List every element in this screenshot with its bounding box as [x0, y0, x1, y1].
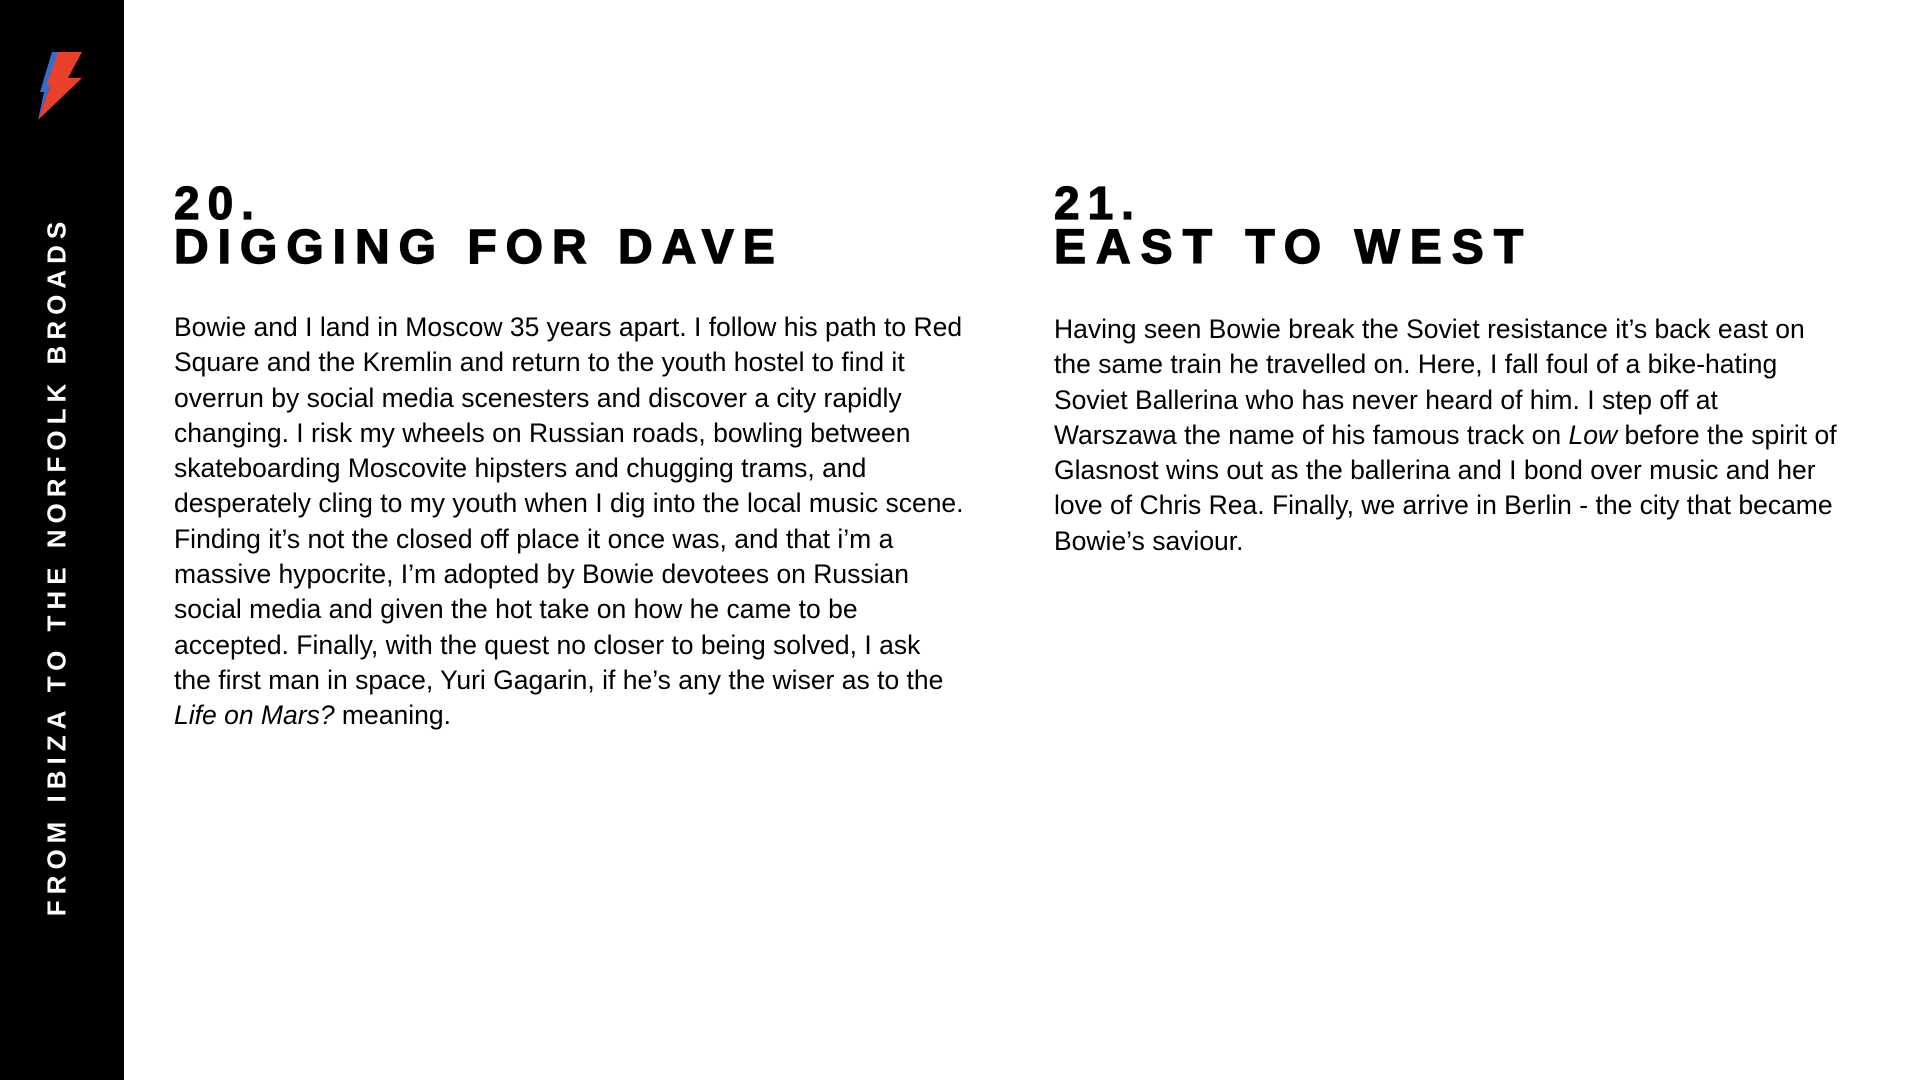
sidebar: [0, 0, 124, 1080]
body-text-italic: Life on Mars?: [174, 700, 335, 731]
chapter-body: [1054, 312, 1844, 559]
chapter-number: 20.: [174, 177, 262, 229]
chapter-title: EAST TO WEST: [1054, 221, 1534, 274]
lightning-bolt-icon: [32, 48, 84, 122]
chapter-body: [174, 310, 964, 734]
body-text-main: Bowie and I land in Moscow 35 years apart. I follow his path to Red Square and the Kremlin and return to the youth hostel to find it overrun by social media scenesters and discover a city rapidly changing. I risk my wheels on Russian roads, bowling between skateboarding Moscovite hipsters and chugging trams, and desperately cling to my youth when I dig into the local music scene. Finding it’s not the closed off place it once was, and that i’m a massive hypocrite, I’m adopted by Bowie devotees on Russian social media and given the hot take on how he came to be accepted. Finally, with the quest no closer to being solved, I ask the first man in space, Yuri Gagarin, if he’s any the wiser as to the: [174, 312, 964, 695]
chapter-21: [1054, 177, 1844, 586]
body-text-start: Having seen Bowie break the Soviet resistance it’s back east on the same train he travelled on. Here, I fall foul of a bike-hating Soviet Ballerina who has never heard of him. I step off at Warszawa the name of his famous track on: [1054, 314, 1805, 450]
body-text-end: meaning.: [334, 700, 451, 731]
chapter-20: [174, 177, 964, 760]
body-text-end: before the spirit of Glasnost wins out as the ballerina and I bond over music and her love of Chris Rea. Finally, we arrive in Berlin - the city that became Bowie’s saviour.: [1054, 419, 1837, 556]
sidebar-vertical-label: FROM IBIZA TO THE NORFOLK BROADS: [41, 215, 72, 917]
chapter-number: 21.: [1054, 177, 1142, 229]
body-text-italic: Low: [1568, 419, 1618, 450]
chapter-title: DIGGING FOR DAVE: [174, 221, 784, 274]
